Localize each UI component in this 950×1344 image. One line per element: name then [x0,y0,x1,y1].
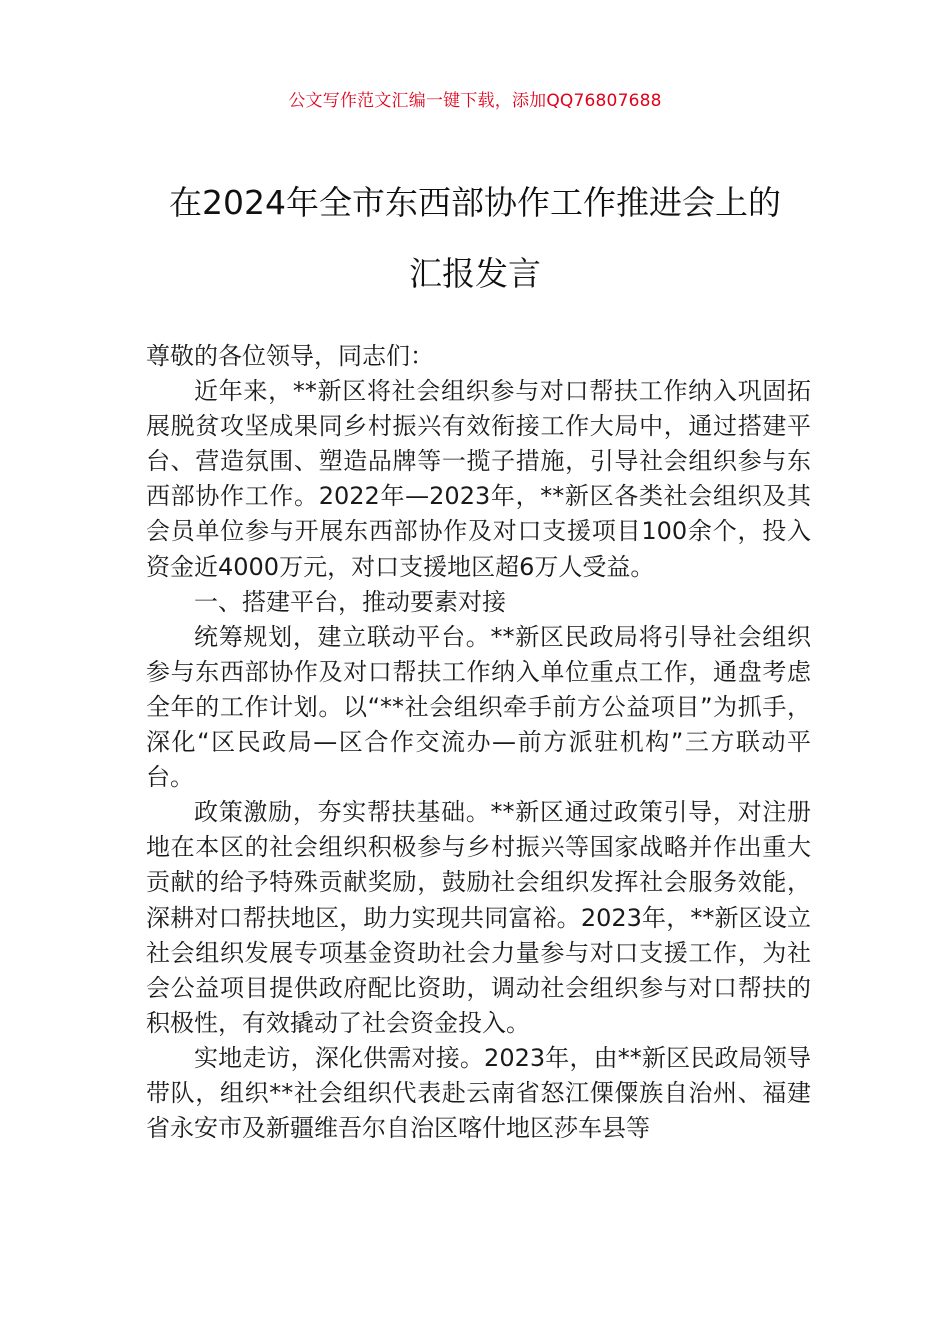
paragraph-planning: 统筹规划，建立联动平台。**新区民政局将引导社会组织参与东西部协作及对口帮扶工作纳入单位重点工作，通盘考虑全年的工作计划。以“**社会组织牵手前方公益项目”为抓手，深化“区民政局—区合作交流办—前方派驻机构”三方联动平台。 [146,622,811,792]
paragraph-visits: 实地走访，深化供需对接。2023年，由**新区民政局领导带队，组织**社会组织代表赴云南省怒江傈僳族自治州、福建省永安市及新疆维吾尔自治区喀什地区莎车县等 [146,1043,811,1143]
download-promo-note: 公文写作范文汇编一键下载，添加QQ76807688 [288,91,662,111]
document-body [146,339,811,1146]
document-title-line-1: 在2024年全市东西部协作工作推进会上的 [169,183,781,222]
paragraph-intro: 近年来，**新区将社会组织参与对口帮扶工作纳入巩固拓展脱贫攻坚成果同乡村振兴有效衔接工作大局中，通过搭建平台、营造氛围、塑造品牌等一揽子措施，引导社会组织参与东西部协作工作。2022年—2023年，**新区各类社会组织及其会员单位参与开展东西部协作及对口支援项目100余个，投入资金近4000万元，对口支援地区超6万人受益。 [146,377,811,581]
section-heading-1: 一、搭建平台，推动要素对接 [194,587,506,616]
document-title-line-2: 汇报发言 [409,254,541,293]
salutation: 尊敬的各位领导，同志们： [146,342,434,370]
paragraph-policy: 政策激励，夯实帮扶基础。**新区通过政策引导，对注册地在本区的社会组织积极参与乡村振兴等国家战略并作出重大贡献的给予特殊贡献奖励，鼓励社会组织发挥社会服务效能，深耕对口帮扶地区，助力实现共同富裕。2023年，**新区设立社会组织发展专项基金资助社会力量参与对口支援工作，为社会公益项目提供政府配比资助，调动社会组织参与对口帮扶的积极性，有效撬动了社会资金投入。 [146,798,811,1037]
